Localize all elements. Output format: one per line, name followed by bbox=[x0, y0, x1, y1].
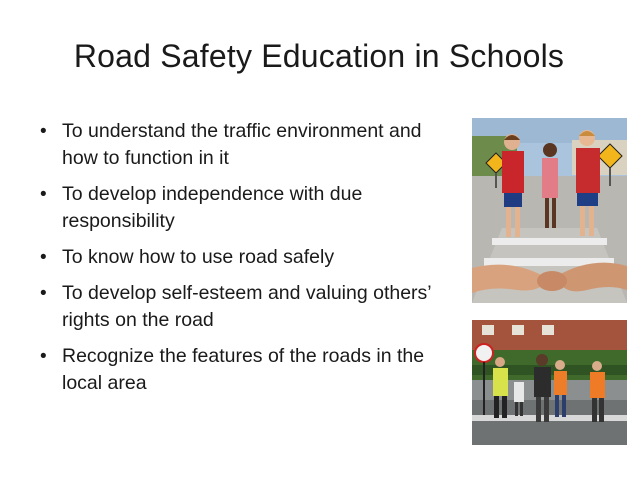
bullet-text: To know how to use road safely bbox=[62, 246, 335, 268]
crossing-guard-with-pedestrians-photo bbox=[472, 320, 627, 445]
bullet-dot-icon: • bbox=[40, 247, 47, 268]
bullet-item bbox=[40, 244, 460, 271]
bullet-dot-icon: • bbox=[40, 121, 47, 142]
bullet-item bbox=[40, 181, 460, 235]
slide-title: Road Safety Education in Schools bbox=[73, 38, 565, 74]
bullet-dot-icon: • bbox=[40, 346, 47, 367]
bullet-item bbox=[40, 118, 460, 172]
bullet-text: Recognize the features of the roads in the local area bbox=[62, 345, 425, 394]
bullet-list bbox=[40, 118, 460, 406]
bullet-item bbox=[40, 343, 460, 397]
bullet-text: To understand the traffic environment and how to function in it bbox=[62, 120, 422, 169]
bullet-text: To develop independence with due responsibility bbox=[62, 183, 363, 232]
bullet-dot-icon: • bbox=[40, 283, 47, 304]
bullet-text: To develop self-esteem and valuing others’ rights on the road bbox=[62, 282, 431, 331]
children-holding-hands-crossing-photo bbox=[472, 118, 627, 303]
bullet-item bbox=[40, 280, 460, 334]
bullet-dot-icon: • bbox=[40, 184, 47, 205]
